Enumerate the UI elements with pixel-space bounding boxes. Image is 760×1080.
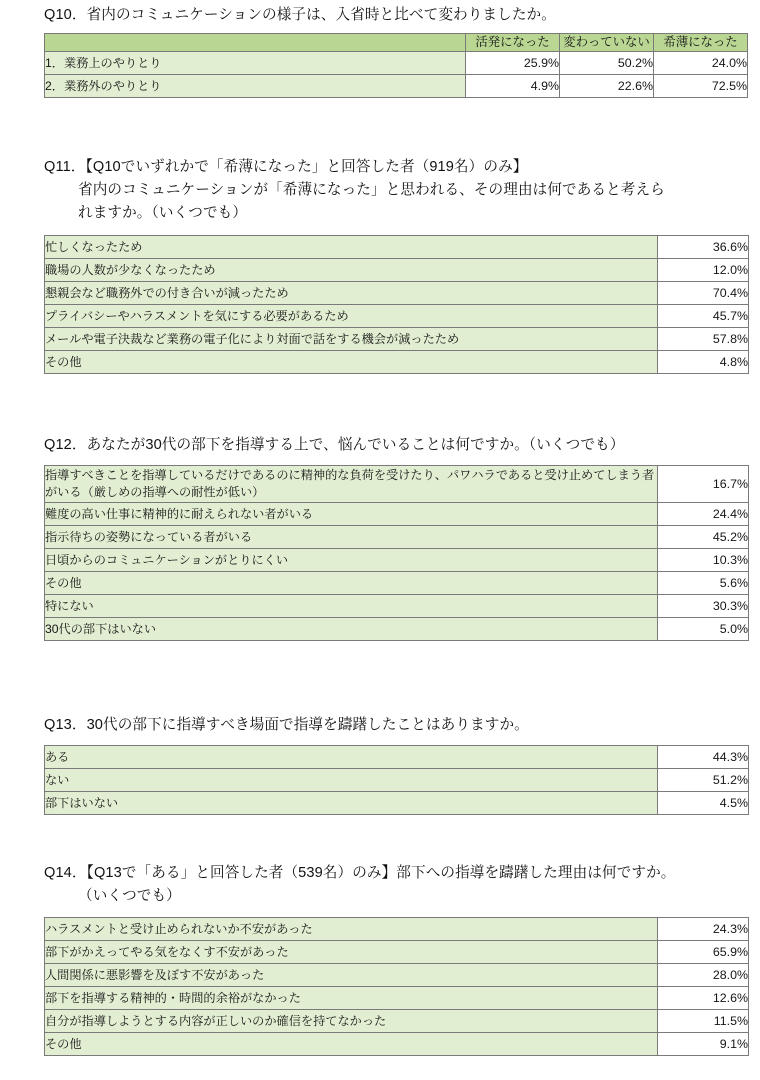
q13-row-label: ある [45, 746, 658, 769]
q12-table [44, 465, 749, 641]
q12-row-value: 30.3% [658, 595, 749, 618]
q14-heading-line1: Q14．【Q13で「ある」と回答した者（539名）のみ】部下への指導を躊躇した理由は何ですか。 [44, 865, 676, 881]
table-row [45, 595, 749, 618]
q10-header-blank [45, 34, 466, 52]
q11-row-label: 懇親会など職務外での付き合いが減ったため [45, 282, 658, 305]
q14-row-value: 9.1% [658, 1033, 749, 1056]
q11-row-label: 忙しくなったため [45, 236, 658, 259]
q10-table [44, 33, 748, 98]
q10-header-unchanged: 変わっていない [560, 34, 654, 52]
table-row [45, 769, 749, 792]
table-row [45, 918, 749, 941]
q13-row-value: 51.2% [658, 769, 749, 792]
q14-heading [44, 862, 748, 908]
q12-row-label: その他 [45, 572, 658, 595]
q14-row-label: ハラスメントと受け止められないか不安があった [45, 918, 658, 941]
q11-row-value: 57.8% [658, 328, 749, 351]
table-row [45, 987, 749, 1010]
table-row [45, 282, 749, 305]
q14-row-value: 24.3% [658, 918, 749, 941]
table-row [45, 792, 749, 815]
q11-row-label: その他 [45, 351, 658, 374]
q10-row-label: 1．業務上のやりとり [45, 52, 466, 75]
table-row [45, 503, 749, 526]
q14-heading-line2: （いくつでも） [78, 888, 181, 904]
table-row [45, 328, 749, 351]
q10-header-active: 活発になった [466, 34, 560, 52]
q11-table [44, 235, 749, 374]
q10-row-label: 2．業務外のやりとり [45, 75, 466, 98]
q14-row-label: その他 [45, 1033, 658, 1056]
table-row [45, 1010, 749, 1033]
q11-row-value: 12.0% [658, 259, 749, 282]
q13-row-value: 4.5% [658, 792, 749, 815]
q13-heading: Q13．30代の部下に指導すべき場面で指導を躊躇したことはありますか。 [44, 717, 529, 733]
question-block-q11 [44, 156, 748, 374]
question-block-q13 [44, 714, 748, 815]
q12-row-label: 特にない [45, 595, 658, 618]
q14-row-value: 11.5% [658, 1010, 749, 1033]
q10-row-value: 50.2% [560, 52, 654, 75]
q12-row-label: 日頃からのコミュニケーションがとりにくい [45, 549, 658, 572]
q11-row-value: 4.8% [658, 351, 749, 374]
q11-row-value: 70.4% [658, 282, 749, 305]
q14-row-label: 自分が指導しようとする内容が正しいのか確信を持てなかった [45, 1010, 658, 1033]
q14-row-label: 人間関係に悪影響を及ぼす不安があった [45, 964, 658, 987]
table-row [45, 572, 749, 595]
table-row [45, 305, 749, 328]
q14-row-value: 28.0% [658, 964, 749, 987]
q10-header-weakened: 希薄になった [654, 34, 748, 52]
q14-table [44, 917, 749, 1056]
q11-heading [44, 156, 748, 225]
table-row [45, 1033, 749, 1056]
table-row [45, 746, 749, 769]
q13-row-label: 部下はいない [45, 792, 658, 815]
q10-row-value: 24.0% [654, 52, 748, 75]
q11-row-value: 45.7% [658, 305, 749, 328]
q13-row-value: 44.3% [658, 746, 749, 769]
q12-heading: Q12．あなたが30代の部下を指導する上で、悩んでいることは何ですか。（いくつでも） [44, 437, 625, 453]
table-row [45, 236, 749, 259]
q11-row-label: プライバシーやハラスメントを気にする必要があるため [45, 305, 658, 328]
table-row [45, 526, 749, 549]
q12-row-value: 16.7% [658, 466, 749, 503]
q12-row-value: 5.0% [658, 618, 749, 641]
q10-row-value: 25.9% [466, 52, 560, 75]
q13-row-label: ない [45, 769, 658, 792]
q11-heading-line2: 省内のコミュニケーションが「希薄になった」と思われる、その理由は何であると考えら [78, 182, 665, 198]
q10-row-value: 4.9% [466, 75, 560, 98]
q12-row-value: 24.4% [658, 503, 749, 526]
q13-table [44, 745, 749, 815]
q14-row-value: 65.9% [658, 941, 749, 964]
q12-row-value: 45.2% [658, 526, 749, 549]
q11-row-value: 36.6% [658, 236, 749, 259]
q10-row-value: 72.5% [654, 75, 748, 98]
q14-row-label: 部下を指導する精神的・時間的余裕がなかった [45, 987, 658, 1010]
q10-heading: Q10．省内のコミュニケーションの様子は、入省時と比べて変わりましたか。 [44, 7, 556, 23]
question-block-q14 [44, 862, 748, 1056]
q12-row-label: 30代の部下はいない [45, 618, 658, 641]
table-row [45, 259, 749, 282]
q10-row-value: 22.6% [560, 75, 654, 98]
table-row [45, 549, 749, 572]
table-row [45, 52, 748, 75]
q11-heading-line3: れますか。（いくつでも） [78, 205, 248, 221]
table-row [45, 618, 749, 641]
q12-row-label: 難度の高い仕事に精神的に耐えられない者がいる [45, 503, 658, 526]
table-header-row [45, 34, 748, 52]
q12-row-label: 指示待ちの姿勢になっている者がいる [45, 526, 658, 549]
q11-heading-line1: Q11．【Q10でいずれかで「希薄になった」と回答した者（919名）のみ】 [44, 159, 528, 175]
q14-row-label: 部下がかえってやる気をなくす不安があった [45, 941, 658, 964]
q12-row-value: 10.3% [658, 549, 749, 572]
table-row [45, 466, 749, 503]
table-row [45, 351, 749, 374]
table-row [45, 964, 749, 987]
table-row [45, 941, 749, 964]
question-block-q12 [44, 434, 748, 641]
q11-row-label: メールや電子決裁など業務の電子化により対面で話をする機会が減ったため [45, 328, 658, 351]
q12-row-value: 5.6% [658, 572, 749, 595]
q11-row-label: 職場の人数が少なくなったため [45, 259, 658, 282]
question-block-q10 [44, 4, 748, 98]
q14-row-value: 12.6% [658, 987, 749, 1010]
q12-row-label: 指導すべきことを指導しているだけであるのに精神的な負荷を受けたり、パワハラであると受け止めてしまう者がいる（厳しめの指導への耐性が低い） [45, 466, 658, 503]
table-row [45, 75, 748, 98]
